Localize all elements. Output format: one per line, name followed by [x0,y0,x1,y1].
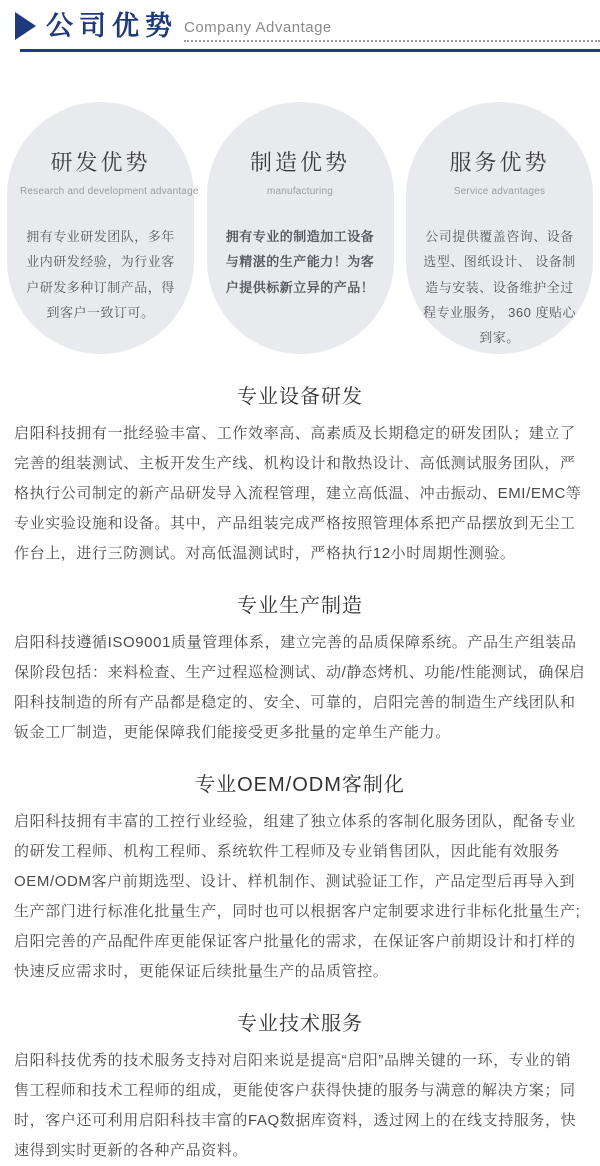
section-oem-odm [0,768,600,987]
section-paragraph: 启阳科技优秀的技术服务支持对启阳来说是提高“启阳”品牌关键的一环，专业的销售工程师和技术工程师的组成，更能使客户获得快捷的服务与满意的解决方案；同时，客户还可利用启阳科技丰富的FAQ数据库资料，透过网上的在线支持服务，快速得到实时更新的各种产品资料。 [14,1052,577,1159]
page-title: 公司优势 [46,11,178,42]
page-subtitle-wrap [184,17,600,42]
card-title: 研发优势 [50,150,151,175]
section-paragraph: 启阳科技拥有一批经验丰富、工作效率高、高素质及长期稳定的研发团队；建立了完善的组装测试、主板开发生产线、机构设计和散热设计、高低测试服务团队，严格执行公司制定的新产品研发导入流程管理，建立高低温、冲击振动、EMI/EMC等专业实验设施和设备。其中，产品组装完成严格按照管理体系把产品摆放到无尘工作台上，进行三防测试。对高低温测试时，严格执行12小时周期性测验。 [14,425,582,562]
advantage-card-rd [7,102,199,354]
advantage-cards [0,102,600,354]
section-tech-service [0,1007,600,1166]
page-subtitle: Company Advantage [184,19,332,36]
card-subtitle: Research and development advantage [20,186,199,197]
card-title: 服务优势 [449,150,550,175]
section-paragraph: 启阳科技遵循ISO9001质量管理体系，建立完善的品质保障系统。产品生产组装品保阶段包括：来料检查、生产过程巡检测试、动/静态烤机、功能/性能测试，确保启阳科技制造的所有产品都是稳定的、安全、可靠的，启阳完善的制造生产线团队和钣金工厂制造，更能保障我们能接受更多批量的定单生产能力。 [14,634,586,741]
section-equipment-rd [0,380,600,569]
section-heading: 专业技术服务 [237,1013,363,1035]
section-heading: 专业设备研发 [237,386,363,408]
section-heading: 专业生产制造 [237,595,363,617]
section-paragraph: 启阳科技拥有丰富的工控行业经验，组建了独立体系的客制化服务团队，配备专业的研发工程师、机构工程师、系统软件工程师及专业销售团队，因此能有效服务OEM/ODM客户前期选型、设计、样机制作、测试验证工作，产品定型后再导入到生产部门进行标准化批量生产，同时也可以根据客户定制要求进行非标化批量生产;启阳完善的产品配件库更能保证客户批量化的需求，在保证客户前期设计和打样的快速反应需求时，更能保证后续批量生产的品质管控。 [14,813,581,980]
section-production [0,589,600,748]
triangle-marker-icon [15,12,36,40]
section-heading: 专业OEM/ODM客制化 [195,774,405,796]
section-header [0,0,600,52]
card-body: 公司提供覆盖咨询、设备选型、图纸设计、 设备制造与安装、设备维护全过程专业服务， 360 度贴心到家。 [423,229,576,346]
header-divider [20,49,600,52]
card-body: 拥有专业的制造加工设备与精湛的生产能力！为客户提供标新立异的产品！ [225,229,375,295]
card-subtitle: manufacturing [267,186,333,197]
card-subtitle: Service advantages [453,186,546,197]
card-body: 拥有专业研发团队，多年业内研发经验，为行业客户研发多种订制产品，得到客户一致订可。 [26,229,175,321]
advantage-card-manufacturing [207,102,394,354]
detail-sections [0,380,600,1166]
advantage-card-service [406,102,593,354]
card-title: 制造优势 [249,150,350,175]
